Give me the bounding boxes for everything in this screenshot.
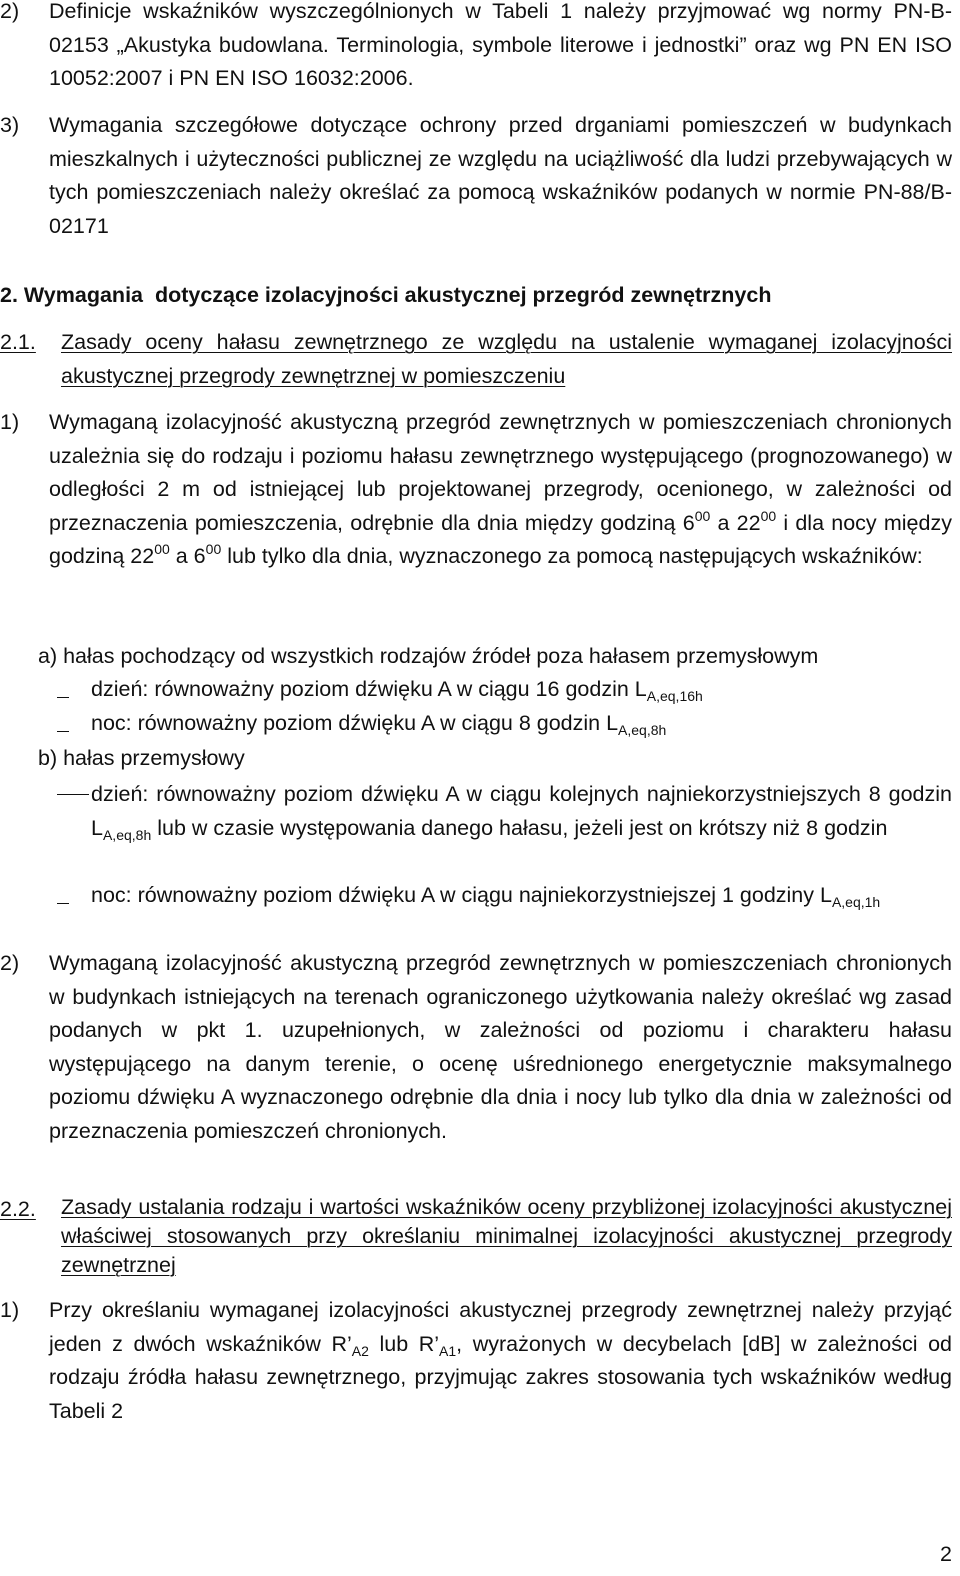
superscript: 00 (154, 541, 170, 557)
paragraph-vibration-requirements: Wymagania szczegółowe dotyczące ochrony przed drganiami pomieszczeń w budynkach mieszkalnych i użyteczności publicznej ze względu na uciążliwość dla ludzi przebywających w tych pomieszczeniach należy określać za pomocą wskaźników podanych w normie PN-88/B-02171 (49, 113, 952, 238)
subsection-number: 2.2. (0, 1197, 36, 1221)
subsection-number: 2.1. (0, 330, 36, 354)
subscript: A1 (439, 1342, 457, 1359)
text-run: a 22 (710, 510, 761, 535)
text-run: noc: równoważny poziom dźwięku A w ciągu najniekorzystniejszej 1 godziny L (91, 883, 832, 907)
superscript: 00 (760, 507, 777, 524)
text-run: lub w czasie występowania danego hałasu, jeżeli jest on krótszy niż 8 godzin (151, 815, 888, 840)
text-run: , wyrażonych w decybelach [dB] w zależności od rodzaju źródła hałasu zewnętrznego, przyjmując zakres stosowania tych wskaźników według Tabeli 2 (49, 1331, 952, 1423)
subscript: A,eq,1h (831, 894, 881, 910)
superscript: 00 (205, 541, 222, 557)
paragraph-indicator-selection (49, 1294, 952, 1428)
dash-bullet (57, 794, 89, 795)
dash-bullet (57, 731, 69, 732)
page-number: 2 (940, 1542, 952, 1566)
paragraph-noise-assessment (49, 406, 952, 574)
list-item-night (91, 707, 952, 741)
list-item-a-label: a) hałas pochodzący od wszystkich rodzajów źródeł poza hałasem przemysłowym (38, 644, 819, 668)
item-number: 1) (0, 410, 20, 434)
text-run: i dla nocy między godziną 22 (49, 510, 952, 568)
dash-bullet (57, 697, 69, 698)
text-run: dzień: równoważny poziom dźwięku A w ciągu 16 godzin L (91, 677, 647, 701)
item-number: 3) (0, 113, 20, 137)
subscript: A,eq,16h (646, 688, 703, 704)
text-run: Przy określaniu wymaganej izolacyjności akustycznej przegrody zewnętrznej należy przyjąć jeden z dwóch wskaźników R’ (49, 1298, 952, 1356)
subscript: A2 (351, 1342, 369, 1359)
list-item-day (91, 673, 952, 707)
subscript: A,eq,8h (102, 826, 152, 843)
subsection-title: Zasady ustalania rodzaju i wartości wskaźników oceny przybliżonej izolacyjności akustycznej właściwej stosowanych przy określaniu minimalnej izolacyjności akustycznej przegrody zewnętrznej (61, 1195, 952, 1277)
list-item-industrial-night (91, 879, 952, 913)
list-item-b-label: b) hałas przemysłowy (38, 746, 245, 770)
item-number: 2) (0, 0, 20, 23)
item-number: 1) (0, 1298, 20, 1322)
paragraph-definitions: Definicje wskaźników wyszczególnionych w Tabeli 1 należy przyjmować wg normy PN-B-02153 „Akustyka budowlana. Terminologia, symbole literowe i jednostki” oraz wg PN EN ISO 10052:2007 i PN EN ISO 16032:2006. (49, 0, 952, 90)
list-item-industrial-day (91, 778, 952, 845)
text-run: Wymaganą izolacyjność akustyczną przegród zewnętrznych w pomieszczeniach chronionych uzależnia się do rodzaju i poziomu hałasu zewnętrznego występującego (prognozowanego) w odległości 2 m od istniejącej lub projektowanej przegrody, ocenionego, w zależności od przeznaczenia pomieszczenia, odrębnie dla dnia między godziną 6 (49, 410, 952, 535)
text-run: lub R’ (368, 1331, 440, 1356)
superscript: 00 (694, 507, 711, 524)
item-number: 2) (0, 951, 20, 975)
text-run: a 6 (169, 544, 206, 568)
subsection-title: Zasady oceny hałasu zewnętrznego ze względu na ustalenie wymaganej izolacyjności akustycznej przegrody zewnętrznej w pomieszczeniu (61, 330, 952, 388)
subscript: A,eq,8h (618, 722, 667, 738)
text-run: dzień: równoważny poziom dźwięku A w ciągu kolejnych najniekorzystniejszych 8 godzin L (91, 782, 952, 840)
dash-bullet (57, 903, 69, 904)
paragraph-restricted-areas: Wymaganą izolacyjność akustyczną przegród zewnętrznych w pomieszczeniach chronionych w budynkach istniejących na terenach ograniczonego użytkowania należy określać wg zasad podanych w pkt 1. uzupełnionych, w zależności od poziomu i charakteru hałasu występującego na danym terenie, o ocenę uśrednionego energetycznie maksymalnego poziomu dźwięku A wyznaczonego odrębnie dla dnia i nocy lub tylko dla dnia w zależności od przeznaczenia pomieszczeń chronionych. (49, 951, 952, 1143)
section-heading: 2. Wymagania dotyczące izolacyjności akustycznej przegród zewnętrznych (0, 283, 772, 307)
text-run: noc: równoważny poziom dźwięku A w ciągu 8 godzin L (91, 711, 619, 735)
text-run: lub tylko dla dnia, wyznaczonego za pomocą następujących wskaźników: (221, 544, 923, 568)
